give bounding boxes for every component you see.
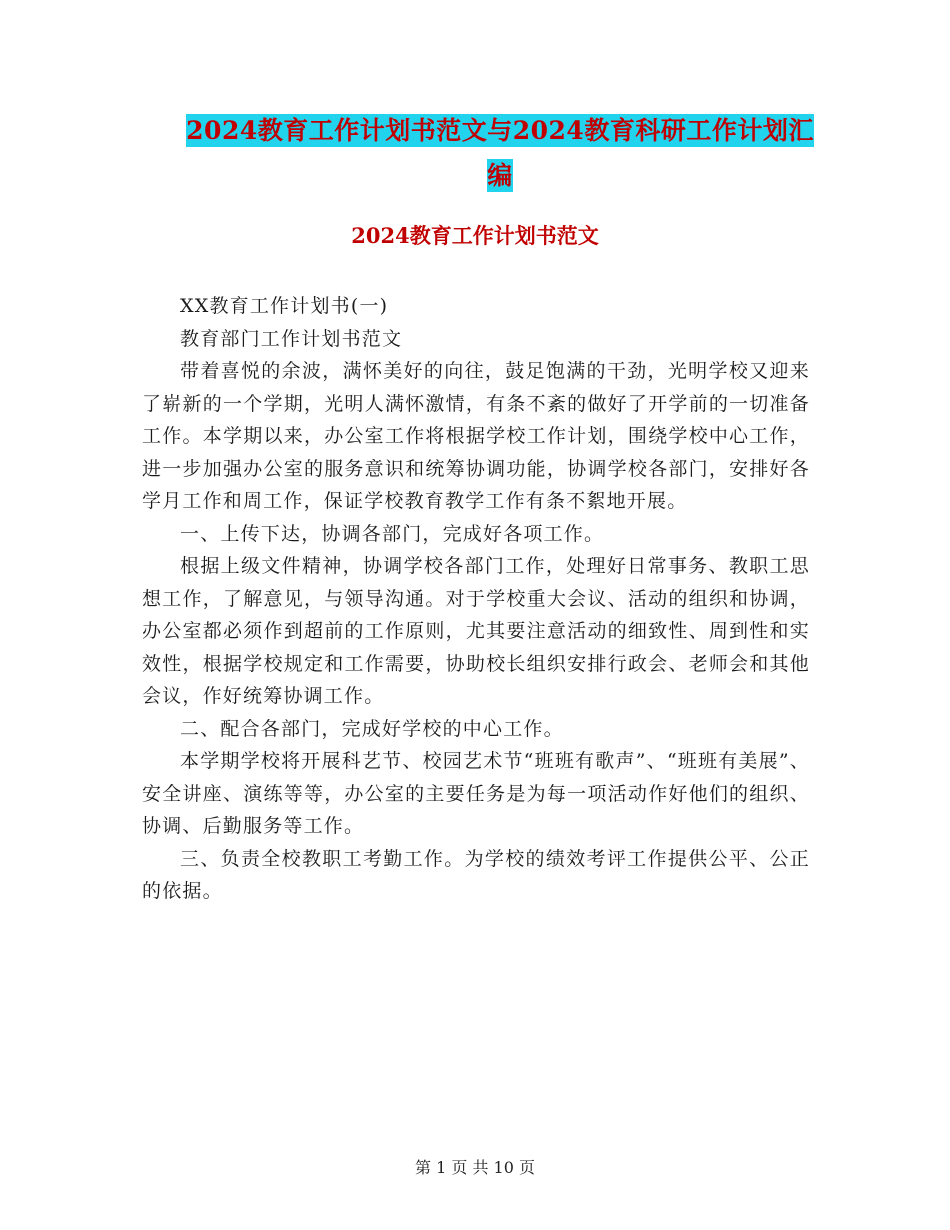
- title-line-2: 编: [487, 161, 513, 190]
- paragraph: XX教育工作计划书(一): [180, 295, 389, 317]
- paragraph: 二、配合各部门，完成好学校的中心工作。: [180, 717, 564, 740]
- paragraph: 三、负责全校教职工考勤工作。为学校的绩效考评工作提供公平、公正的依据。: [142, 847, 810, 902]
- paragraph: 根据上级文件精神，协调学校各部门工作，处理好日常事务、教职工思想工作，了解意见，与领导沟通。对于学校重大会议、活动的组织和协调，办公室都必须作到超前的工作原则，尤其要注意活动的细致性、周到性和实效性，根据学校规定和工作需要，协助校长组织安排行政会、老师会和其他会议，作好统筹协调工作。: [142, 555, 810, 707]
- paragraph: 一、上传下达，协调各部门，完成好各项工作。: [180, 522, 605, 545]
- paragraph: 本学期学校将开展科艺节、校园艺术节“班班有歌声”、“班班有美展”、安全讲座、演练等等，办公室的主要任务是为每一项活动作好他们的组织、协调、后勤服务等工作。: [142, 750, 810, 837]
- document-title: [140, 108, 860, 198]
- document-body: [142, 290, 810, 908]
- paragraph: 教育部门工作计划书范文: [180, 327, 403, 350]
- paragraph: 带着喜悦的余波，满怀美好的向往，鼓足饱满的干劲，光明学校又迎来了崭新的一个学期，光明人满怀激情，有条不紊的做好了开学前的一切准备工作。本学期以来，办公室工作将根据学校工作计划，围绕学校中心工作，进一步加强办公室的服务意识和统筹协调功能，协调学校各部门，安排好各学月工作和周工作，保证学校教育教学工作有条不絮地开展。: [142, 360, 810, 512]
- page-footer: 第 1 页 共 10 页: [415, 1158, 535, 1177]
- title-line-1: 2024教育工作计划书范文与2024教育科研工作计划汇: [186, 116, 814, 145]
- section-title: 2024教育工作计划书范文: [351, 223, 599, 248]
